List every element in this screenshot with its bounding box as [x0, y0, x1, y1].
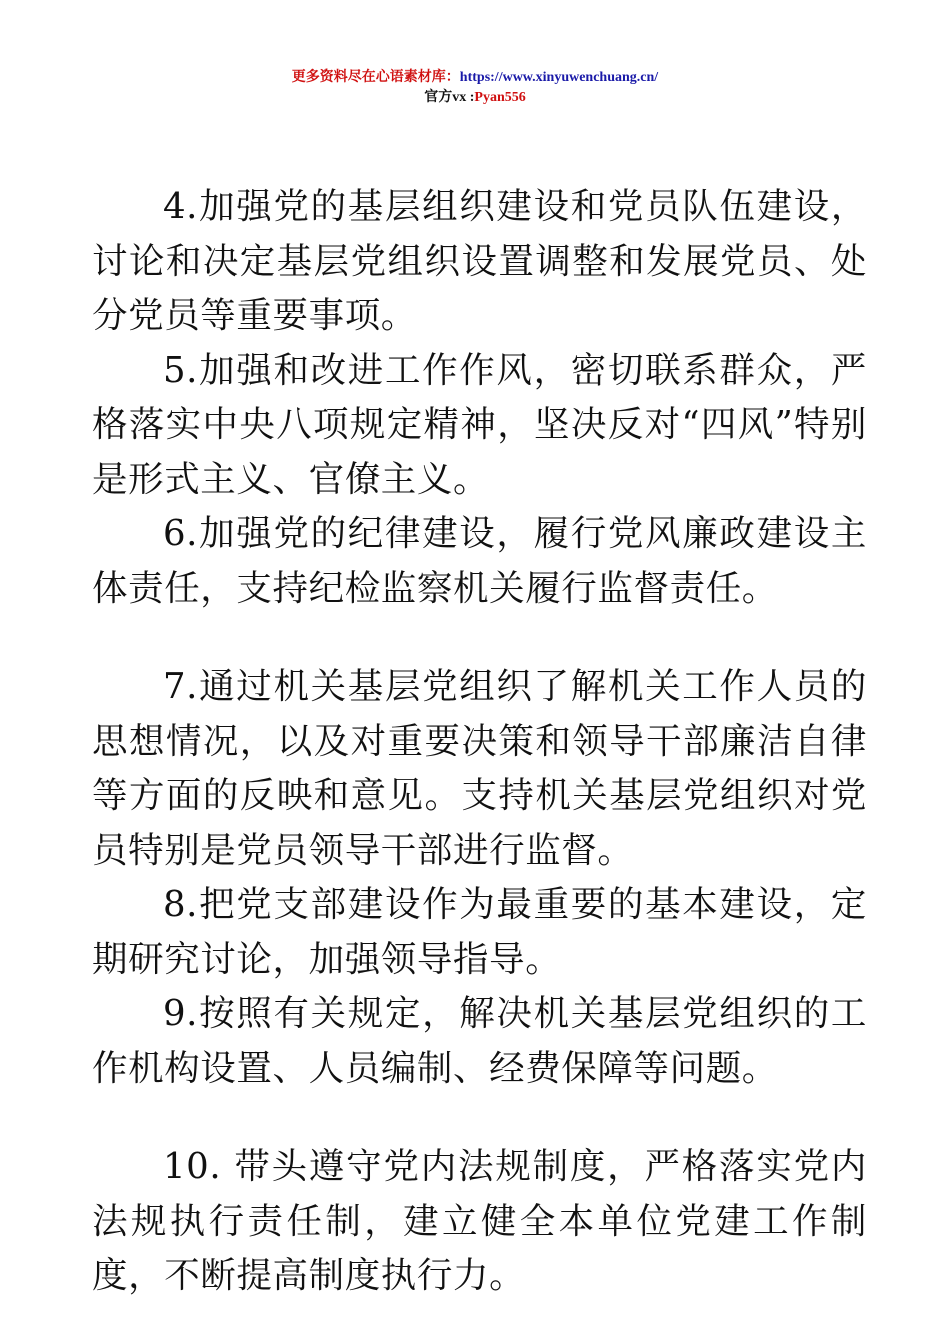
paragraph-item-4: 4.加强党的基层组织建设和党员队伍建设，讨论和决定基层党组织设置调整和发展党员、处分党员等重要事项。 [92, 186, 867, 336]
paragraph-item-8: 8.把党支部建设作为最重要的基本建设，定期研究讨论，加强领导指导。 [92, 884, 867, 980]
header-promo-text: 更多资料尽在心语素材库： [291, 70, 460, 85]
paragraph-item-10: 10. 带头遵守党内法规制度，严格落实党内法规执行责任制，建立健全本单位党建工作制度，不断提高制度执行力。 [92, 1146, 867, 1296]
header-vx-label: 官方vx : [424, 90, 475, 105]
header-url-link[interactable]: https://www.xinyuwenchuang.cn/ [459, 70, 659, 85]
paragraph-item-6: 6.加强党的纪律建设，履行党风廉政建设主体责任，支持纪检监察机关履行监督责任。 [92, 513, 867, 609]
document-body [92, 180, 867, 1304]
paragraph-spacer [92, 1096, 867, 1140]
header-vx-id: Pyan556 [474, 90, 526, 105]
header-line-1 [0, 68, 950, 88]
paragraph-spacer [92, 616, 867, 660]
page-header [0, 68, 950, 108]
paragraph-item-5: 5.加强和改进工作作风，密切联系群众，严格落实中央八项规定精神，坚决反对“四风”特别是形式主义、官僚主义。 [92, 349, 867, 500]
paragraph-item-7: 7.通过机关基层党组织了解机关工作人员的思想情况，以及对重要决策和领导干部廉洁自律等方面的反映和意见。支持机关基层党组织对党员特别是党员领导干部进行监督。 [92, 666, 867, 871]
header-line-2 [0, 88, 950, 108]
paragraph-item-9: 9.按照有关规定，解决机关基层党组织的工作机构设置、人员编制、经费保障等问题。 [92, 993, 867, 1089]
